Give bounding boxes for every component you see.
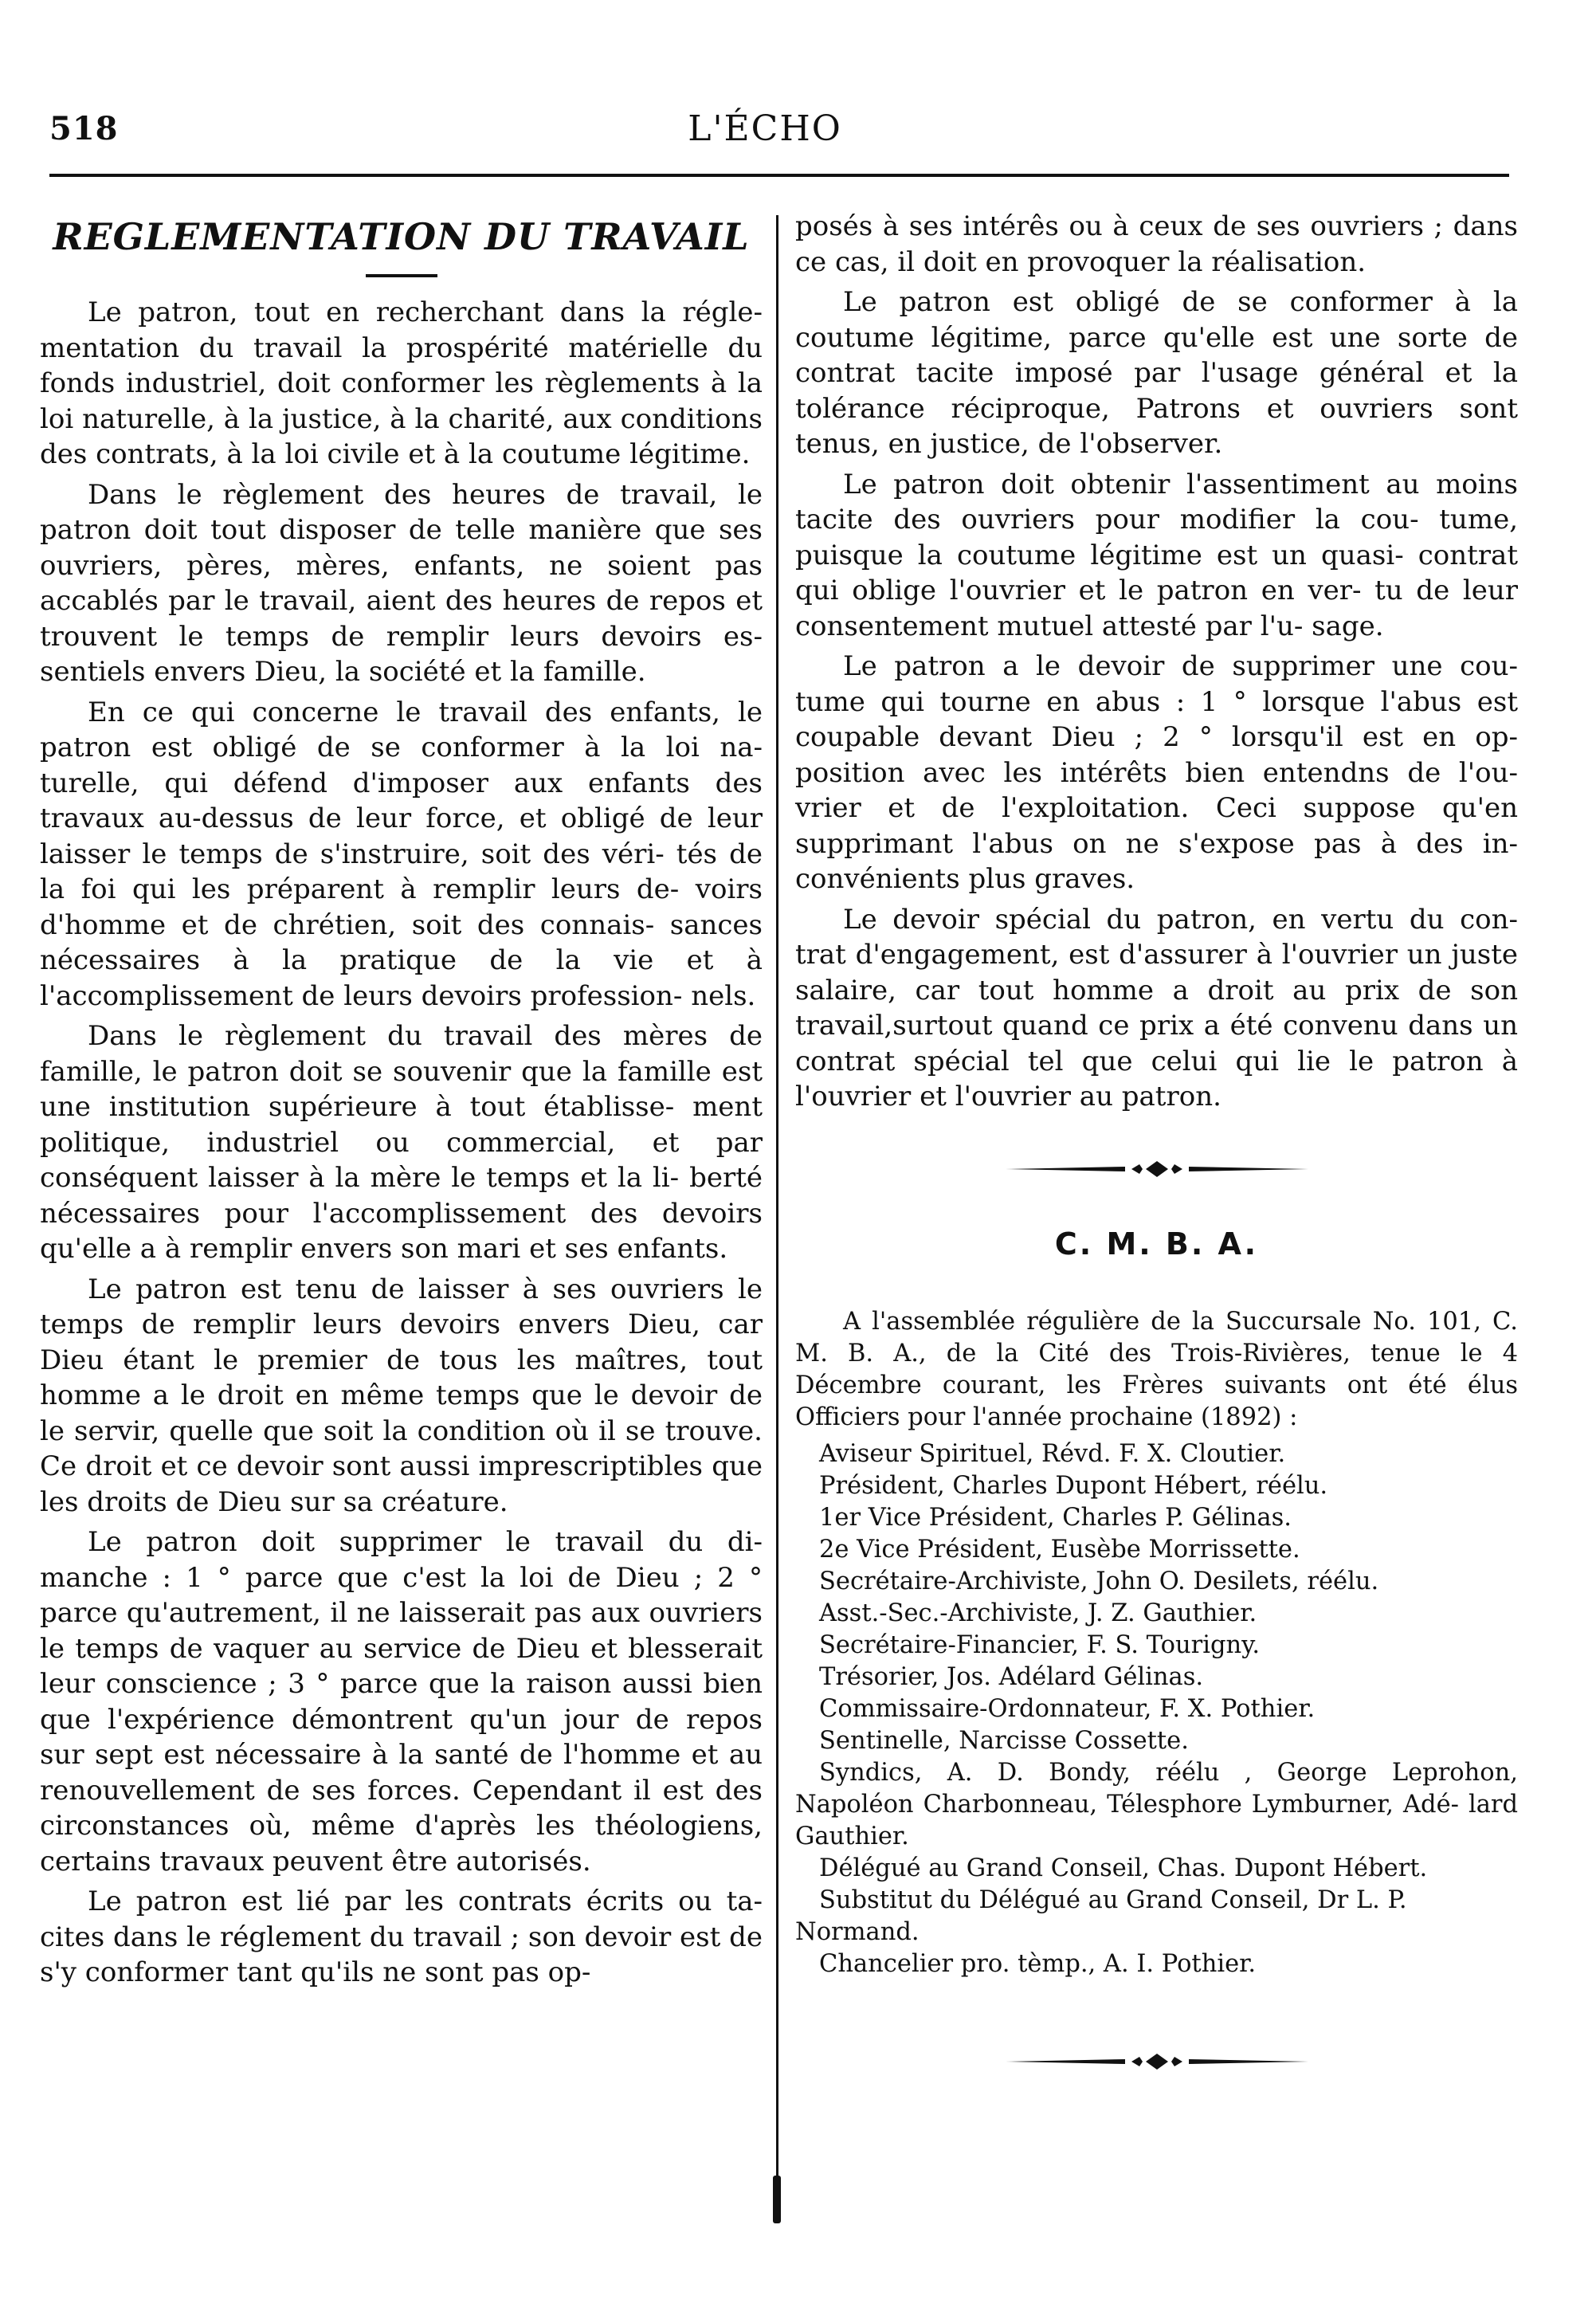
article-paragraph: Le patron doit obtenir l'assentiment au moins tacite des ouvriers pour modifier la cou- tume, puisque la coutume légitime est un quasi- contrat qui oblige l'ouvrier et le patron en ver- tu de leur consentement mutuel attesté par l'u- sage. xyxy=(795,468,1518,642)
list-item: Substitut du Délégué au Grand Conseil, Dr L. P. Normand. xyxy=(795,1886,1407,1946)
ornament-divider-icon xyxy=(1006,2052,1308,2071)
list-item: Commissaire-Ordonnateur, F. X. Pothier. xyxy=(819,1695,1316,1723)
title-dash xyxy=(366,274,437,277)
article-paragraph: Le patron doit supprimer le travail du di- manche : 1 ° parce que c'est la loi de Dieu ; 2 ° parce qu'autrement, il ne laisserait pas aux ouvriers le temps de vaquer au service de Dieu et blesserait leur conscience ; 3 ° parce que la raison aussi bien que l'expérience démontrent qu'un jour de repos sur sept est nécessaire à la santé de l'homme et au renouvellement de ses forces. Cependant il est des circonstances où, même d'après les théologiens, certains travaux peuvent être autorisés. xyxy=(40,1526,763,1878)
article-paragraph: Le patron est obligé de se conformer à la coutume légitime, parce qu'elle est une sorte de contrat tacite imposé par l'usage général et la tolérance réciproque, Patrons et ouvriers sont tenus, en justice, de l'observer. xyxy=(795,286,1518,460)
column-divider xyxy=(776,215,778,2215)
list-item: Aviseur Spirituel, Révd. F. X. Cloutier. xyxy=(819,1440,1286,1468)
officers-list xyxy=(795,1438,1518,1980)
list-item: Secrétaire-Archiviste, John O. Desilets, réélu. xyxy=(819,1568,1379,1595)
article-paragraph-continued: posés à ses intérês ou à ceux de ses ouvriers ; dans ce cas, il doit en provoquer la réalisation. xyxy=(795,210,1518,278)
article-paragraph: Le devoir spécial du patron, en vertu du con- trat d'engagement, est d'assurer à l'ouvrier un juste salaire, car tout homme a droit au prix de son travail,surtout quand ce prix a été convenu dans un contrat spécial tel que celui qui lie le patron à l'ouvrier et l'ouvrier au patron. xyxy=(795,903,1518,1112)
ornament-divider-icon xyxy=(1006,1160,1308,1179)
article-paragraph: Le patron a le devoir de supprimer une cou- tume qui tourne en abus : 1 ° lorsque l'abus est coupable devant Dieu ; 2 ° lorsqu'il est en op- position avec les intérêts bien entendns de l'ou- vrier et de l'exploitation. Ceci suppose qu'en supprimant l'abus on ne s'expose pas à des in- convénients plus graves. xyxy=(795,650,1518,895)
article-paragraph: Dans le règlement des heures de travail, le patron doit tout disposer de telle manière que ses ouvriers, pères, mères, enfants, ne soient pas accablés par le travail, aient des heures de repos et trouvent le temps de remplir leurs devoirs es- sentiels envers Dieu, la société et la famille. xyxy=(40,478,763,688)
list-item: Délégué au Grand Conseil, Chas. Dupont Hébert. xyxy=(819,1854,1428,1882)
list-item: Président, Charles Dupont Hébert, réélu. xyxy=(819,1472,1328,1500)
list-item: Asst.-Sec.-Archiviste, J. Z. Gauthier. xyxy=(819,1599,1257,1627)
header-rule xyxy=(49,174,1509,177)
list-item: Trésorier, Jos. Adélard Gélinas. xyxy=(819,1663,1204,1691)
list-item: Syndics, A. D. Bondy, réélu , George Leprohon, Napoléon Charbonneau, Télesphore Lymburner, Adé- lard Gauthier. xyxy=(795,1759,1518,1850)
column-divider-end xyxy=(769,2176,785,2239)
right-column xyxy=(795,209,1518,2071)
left-column xyxy=(40,209,763,1995)
list-item: Sentinelle, Narcisse Cossette. xyxy=(819,1727,1189,1755)
running-title: L'ÉCHO xyxy=(688,108,842,149)
article-paragraph: Le patron est lié par les contrats écrits ou ta- cites dans le réglement du travail ; son devoir est de s'y conformer tant qu'ils ne sont pas op- xyxy=(40,1885,763,1988)
list-item: Chancelier pro. tèmp., A. I. Pothier. xyxy=(819,1950,1257,1978)
list-item: Secrétaire-Financier, F. S. Tourigny. xyxy=(819,1631,1261,1659)
article-title: REGLEMENTATION DU TRAVAIL xyxy=(53,215,750,258)
article-paragraph: Dans le règlement du travail des mères de famille, le patron doit se souvenir que la famille est une institution supérieure à tout établisse- ment politique, industriel ou commercial, et par conséquent laisser à la mère le temps et la li- berté nécessaires pour l'accomplissement des devoirs qu'elle a à remplir envers son mari et ses enfants. xyxy=(40,1020,763,1265)
article-paragraph: En ce qui concerne le travail des enfants, le patron est obligé de se conformer à la loi na- turelle, qui défend d'imposer aux enfants des travaux au-dessus de leur force, et obligé de leur laisser le temps de s'instruire, soit des véri- tés de la foi qui les préparent à remplir leurs de- voirs d'homme et de chrétien, soit des connais- sances nécessaires à la pratique de la vie et à l'accomplissement de leurs devoirs profession- nels. xyxy=(40,696,763,1012)
cmba-notice: A l'assemblée régulière de la Succursale No. 101, C. M. B. A., de la Cité des Trois-Rivières, tenue le 4 Décembre courant, les Frères suivants ont été élus Officiers pour l'année prochaine (1892) : xyxy=(795,1308,1518,1431)
cmba-title: C. M. B. A. xyxy=(1054,1226,1259,1262)
article-paragraph: Le patron, tout en recherchant dans la régle- mentation du travail la prospérité matérielle du fonds industriel, doit conformer les règlements à la loi naturelle, à la justice, à la charité, aux conditions des contrats, à la loi civile et à la coutume légitime. xyxy=(40,296,763,470)
list-item: 1er Vice Président, Charles P. Gélinas. xyxy=(819,1504,1292,1532)
list-item: 2e Vice Président, Eusèbe Morrissette. xyxy=(819,1536,1300,1564)
page-number: 518 xyxy=(49,110,119,147)
article-paragraph: Le patron est tenu de laisser à ses ouvriers le temps de remplir leurs devoirs envers Dieu, car Dieu étant le premier de tous les maîtres, tout homme a le droit en même temps que le devoir de le servir, quelle que soit la condition où il se trouve. Ce droit et ce devoir sont aussi imprescriptibles que les droits de Dieu sur sa créature. xyxy=(40,1273,763,1518)
